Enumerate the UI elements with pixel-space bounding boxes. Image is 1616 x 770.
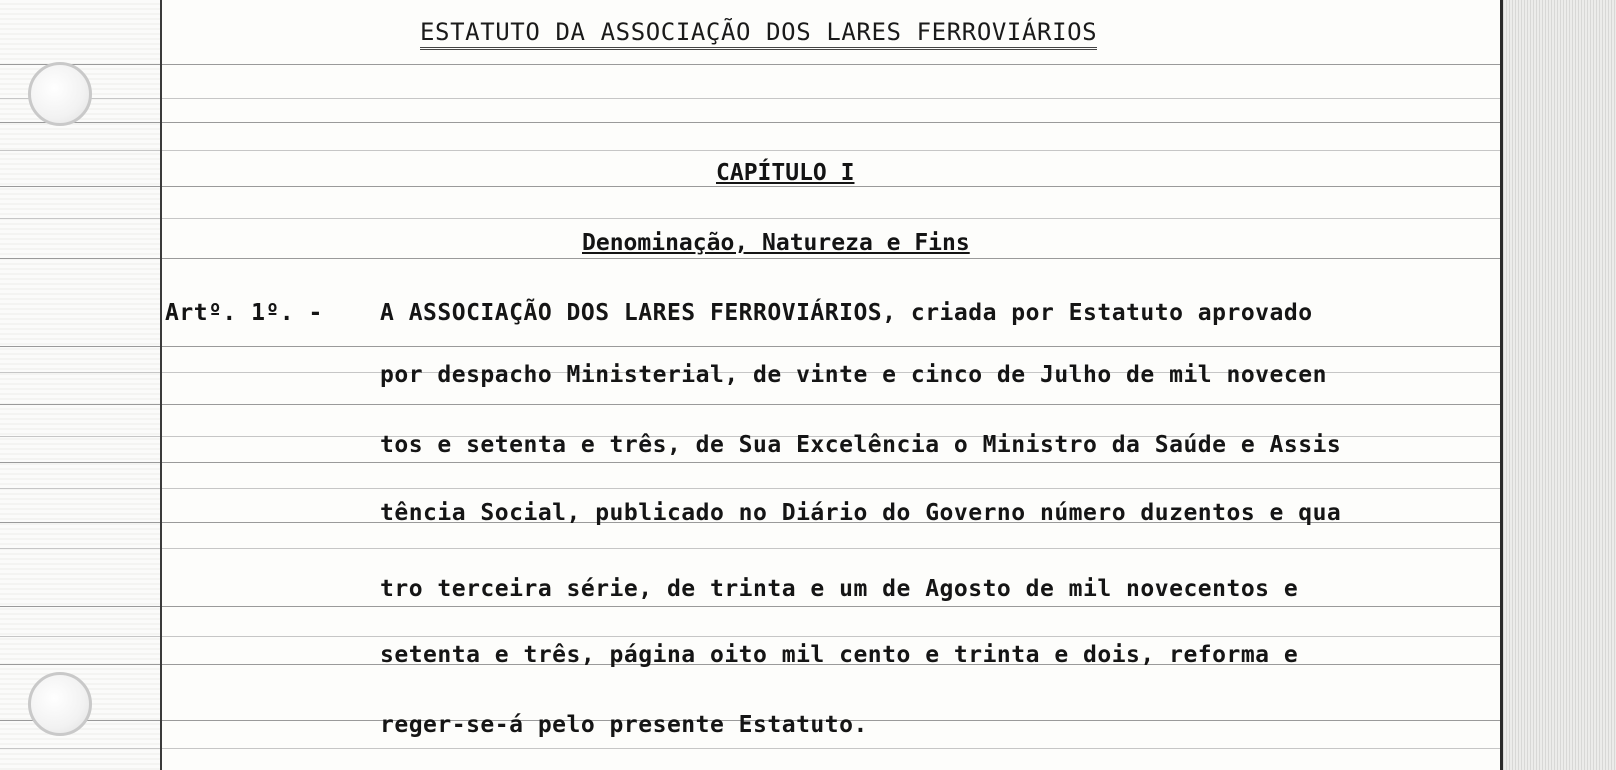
document-title: ESTATUTO DA ASSOCIAÇÃO DOS LARES FERROVIÁRIOS: [420, 18, 1097, 50]
ruled-line: [0, 606, 1500, 607]
ruled-line: [0, 186, 1500, 187]
article-line: A ASSOCIAÇÃO DOS LARES FERROVIÁRIOS, criada por Estatuto aprovado: [380, 300, 1313, 326]
ruled-line: [0, 218, 1500, 219]
ruled-line: [0, 488, 1500, 489]
punch-hole: [28, 672, 92, 736]
ruled-line: [0, 346, 1500, 347]
article-line: tro terceira série, de trinta e um de Agosto de mil novecentos e: [380, 576, 1299, 602]
punch-hole: [28, 62, 92, 126]
ruled-line: [0, 64, 1500, 65]
ruled-line: [0, 258, 1500, 259]
ruled-line: [0, 122, 1500, 123]
left-margin-rule: [160, 0, 162, 770]
article-line: por despacho Ministerial, de vinte e cinco de Julho de mil novecen: [380, 362, 1327, 388]
right-margin-rule: [1500, 0, 1503, 770]
ruled-line: [0, 404, 1500, 405]
ruled-line: [0, 636, 1500, 637]
article-line: reger-se-á pelo presente Estatuto.: [380, 712, 868, 738]
ruled-line: [0, 462, 1500, 463]
ruled-line: [0, 748, 1500, 749]
section-heading: Denominação, Natureza e Fins: [582, 230, 970, 256]
ruled-line: [0, 150, 1500, 151]
article-line: tência Social, publicado no Diário do Governo número duzentos e qua: [380, 500, 1342, 526]
article-label: Artº. 1º. -: [165, 300, 323, 326]
article-line: setenta e três, página oito mil cento e trinta e dois, reforma e: [380, 642, 1299, 668]
right-edge-strip: [1503, 0, 1616, 770]
chapter-heading: CAPÍTULO I: [716, 160, 855, 186]
ruled-line: [0, 98, 1500, 99]
ruled-line: [0, 548, 1500, 549]
article-line: tos e setenta e três, de Sua Excelência o Ministro da Saúde e Assis: [380, 432, 1342, 458]
